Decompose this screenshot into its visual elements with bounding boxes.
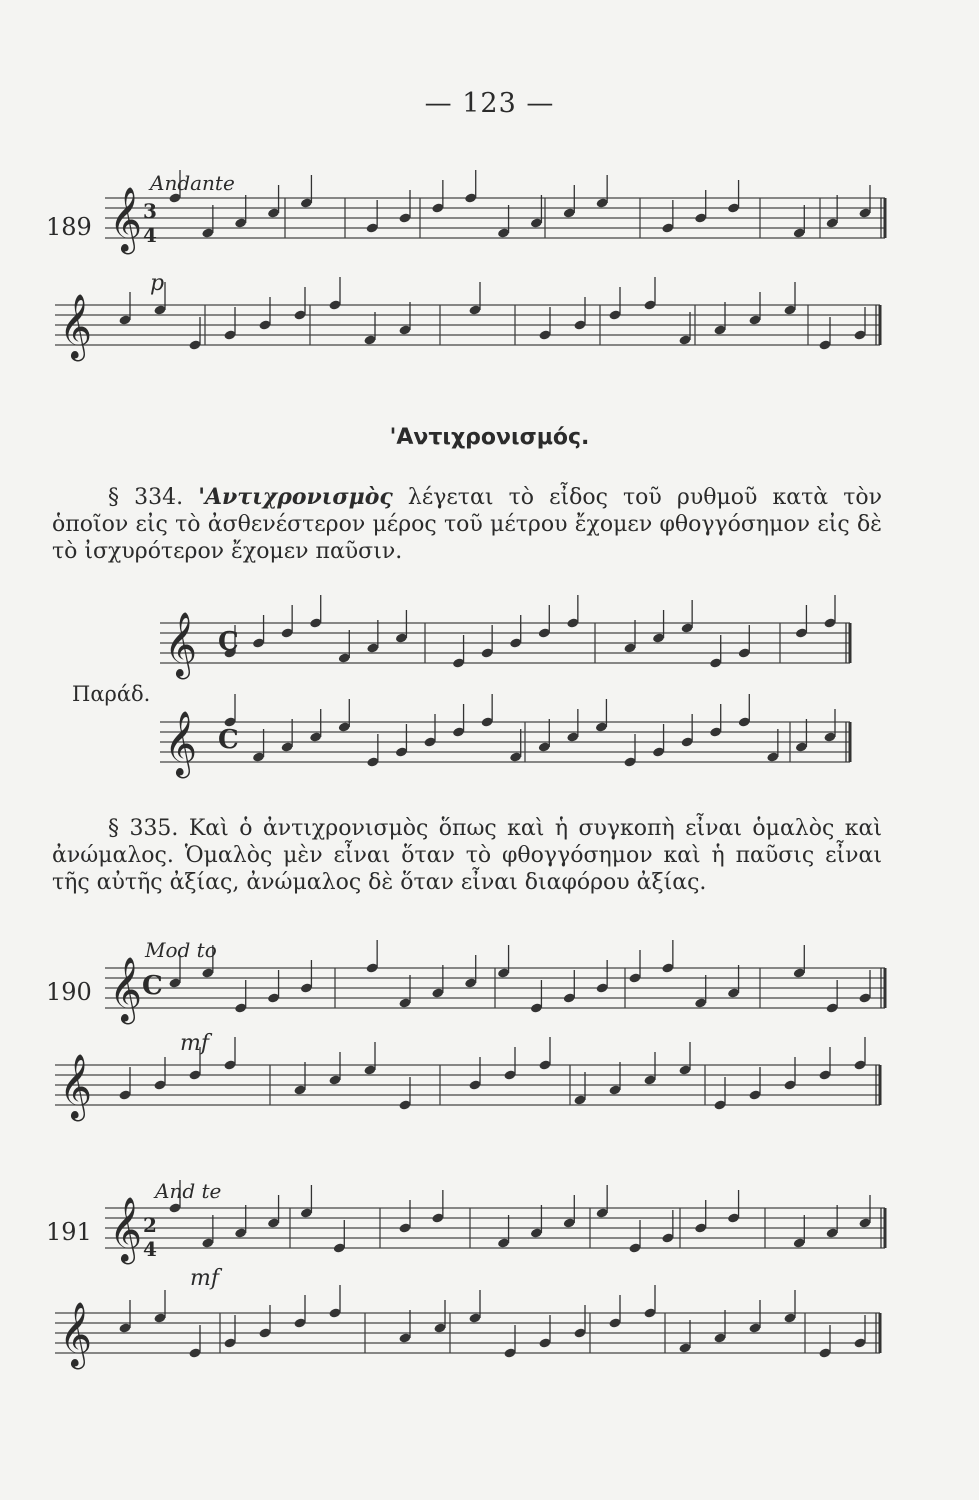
example-189-dynamic: p [150,271,165,296]
example-189-time-bottom: 4 [143,223,157,247]
section-heading: 'Αντιχρονισμός. [389,425,590,450]
paragraph-335-text: § 335. Καὶ ὁ ἀντιχρονισμὸς ὅπως καὶ ἡ συγκοπὴ εἶναι ὁμαλὸς καὶ ἀνώμαλος. Ὁμαλὸς μὲν εἶναι ὅταν τὸ φθογγόσημον καὶ ἡ παῦσις εἶναι τῆς αὐτῆς ἀξίας, ἀνώμαλος δὲ ὅταν εἶναι διαφόρου ἀξίας. [52,816,882,895]
example-190-dynamic: mf [180,1031,210,1056]
paragraph-334-term: 'Αντιχρονισμὸς [198,484,393,510]
treble-clef-icon: 𝄞 [59,1302,93,1367]
treble-clef-icon: 𝄞 [109,1197,143,1262]
staff-191-a [105,1180,885,1264]
example-189-number: 189 [46,213,92,241]
paradigm-time-1: C [218,627,239,657]
example-189-tempo: Andante [150,171,235,195]
paragraph-334 [52,484,882,565]
treble-clef-icon: 𝄞 [109,957,143,1022]
page-number: — 123 — [424,88,555,119]
paradigm-time-2: C [218,725,239,755]
staff-189-b [55,277,880,361]
example-190-number: 190 [46,978,92,1006]
example-191-dynamic: mf [190,1266,220,1291]
example-191-time-top: 2 [143,1213,157,1237]
paragraph-334-mark: § 334. [108,485,184,510]
staff-191-b [55,1285,880,1369]
staff-190-a [105,940,885,1024]
treble-clef-icon: 𝄞 [164,612,198,677]
example-189-time-top: 3 [143,199,157,223]
example-190-tempo: Mod to [145,938,217,962]
staff-190-b [55,1037,880,1121]
example-191-number: 191 [46,1218,92,1246]
example-191-time-bottom: 4 [143,1237,157,1261]
staff-par-1 [160,595,850,679]
treble-clef-icon: 𝄞 [109,187,143,252]
example-190-time: C [142,971,163,1001]
staff-par-2 [160,694,850,778]
treble-clef-icon: 𝄞 [59,294,93,359]
paragraph-335 [52,815,882,896]
example-191-tempo: And te [155,1179,222,1203]
treble-clef-icon: 𝄞 [59,1054,93,1119]
treble-clef-icon: 𝄞 [164,711,198,776]
example-label: Παράδ. [72,682,151,706]
paragraph-334-text: λέγεται τὸ εἶδος τοῦ ρυθμοῦ κατὰ τὸν ὁποῖον εἰς τὸ ἀσθενέστερον μέρος τοῦ μέτρου ἔχομεν φθογγόσημον εἰς δὲ τὸ ἰσχυρότερον ἔχομεν παῦσιν. [52,485,883,564]
